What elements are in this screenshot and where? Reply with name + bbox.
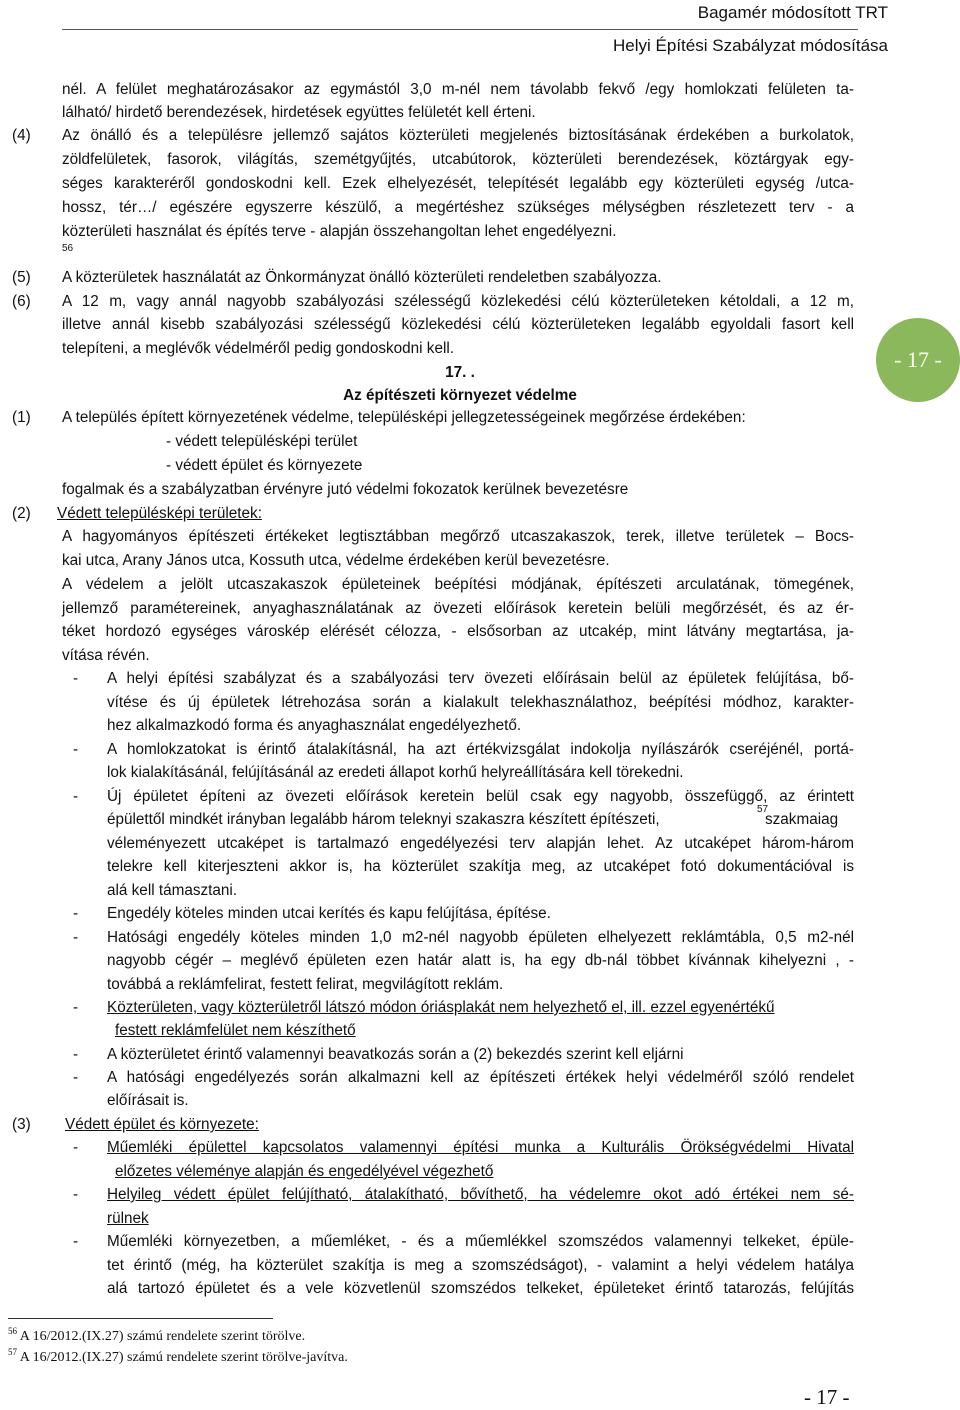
text-line: - védett épület és környezete (166, 457, 363, 474)
paragraph-number: (5) (12, 269, 31, 286)
section-title: Az építészeti környezet védelme (343, 387, 577, 404)
text-line: Műemléki környezetben, a műemléket, - és a műemlékkel szomszédos valamennyi telkeket, épüle- (107, 1233, 854, 1250)
header-rule (62, 29, 858, 30)
list-dash: - (73, 1069, 79, 1086)
text-line: fogalmak és a szabályzatban érvényre jutó védelmi fokozatok kerülnek bevezetésre (62, 481, 629, 498)
header-title: Bagamér módosított TRT (697, 3, 888, 22)
text-line: telekre kell kiterjeszteni akkor is, ha közterület szakítja meg, az utcaképet fotó dokumentációval is (107, 858, 854, 875)
text-line: A védelem a jelölt utcaszakaszok épületeinek beépítési módjának, építészeti arculatának, tömegének, (62, 576, 854, 593)
side-page-badge: - 17 - (876, 318, 960, 402)
text-line: festett reklámfelület nem készíthető (115, 1022, 356, 1039)
page-number: - 17 - (804, 1385, 850, 1409)
text-line: Védett településképi területek: (57, 505, 262, 522)
text-line: előírásait is. (107, 1092, 189, 1109)
list-dash: - (73, 905, 79, 922)
paragraph-number: (1) (12, 409, 31, 426)
text-line: lálható/ hirdető berendezések, hirdetések együttes felületét kell érteni. (62, 104, 536, 121)
text-line: vítése és új épületek létrehozása során a kialakult telekhasználathoz, beépítési módhoz, karakter- (107, 694, 854, 711)
text-line: zöldfelületek, fasorok, világítás, szemétgyűjtés, utcabútorok, közterületi berendezések, köztárgyak egy- (62, 151, 854, 168)
text-line: hez alkalmazkodó forma és anyaghasználat engedélyezhető. (107, 717, 522, 734)
text-line: A település épített környezetének védelme, településképi jellegzetességeinek megőrzése érdekében: (62, 409, 746, 426)
text-line: nagyobb cégér – meglévő épületen ezen határ alatt is, ha egy db-nál többet kívánnak kihelyezni , - (107, 952, 854, 969)
text-line: alá kell támasztani. (107, 882, 238, 899)
text-line: telepíteni, a meglévők védelméről pedig gondoskodni kell. (62, 340, 455, 357)
paragraph-number: (2) (12, 505, 31, 522)
footnote-mark: 56 (62, 243, 74, 254)
list-dash: - (73, 1139, 79, 1156)
footnote-rule (8, 1318, 273, 1319)
text-line: épülettől mindkét irányban legalább három teleknyi szakaszra készített építészeti, (107, 811, 660, 828)
text-line: szakmaiag (765, 811, 839, 828)
text-line: Közterületen, vagy közterületről látszó módon óriásplakát nem helyezhető el, ill. ezzel egyenértékű (107, 999, 775, 1016)
text-line: lok kialakításánál, felújításánál az eredeti állapot korhű helyreállítására kell törekedni. (107, 764, 684, 781)
text-line: tet érintő (még, ha közterület szakítja is meg a szomszédságot), - valamint a helyi védelem hatálya (107, 1257, 854, 1274)
text-line: Az önálló és a településre jellemző sajátos közterületi megjelenés biztosításának érdekében a burkolatok, (62, 127, 854, 144)
text-line: továbbá a reklámfelirat, festett felirat, megvilágított reklám. (107, 976, 504, 993)
text-line: Hatósági engedély köteles minden 1,0 m2-nél nagyobb épületen elhelyezett reklámtábla, 0,5 m2-nél (107, 929, 854, 946)
section-number: 17. . (445, 364, 475, 381)
list-dash: - (73, 999, 79, 1016)
text-line: A 12 m, vagy annál nagyobb szabályozási szélességű közlekedési célú közterületeken kétoldali, a 12 m, (62, 293, 854, 310)
header-subtitle: Helyi Építési Szabályzat módosítása (613, 36, 888, 55)
text-line: véleményezett utcaképet is tartalmazó engedélyezési terv alapján lehet. Az utcaképet három-három (107, 835, 854, 852)
text-line: hossz, tér…/ egészére egyszerre készülő, a megértéshez szükséges mélységben részletezett terv - a (62, 199, 854, 216)
paragraph-number: (3) (12, 1116, 31, 1133)
text-line: Helyileg védett épület felújítható, átalakítható, bővíthető, ha védelemre okot adó értékei nem sé- (107, 1186, 854, 1203)
list-dash: - (73, 1186, 79, 1203)
text-line: Műemléki épülettel kapcsolatos valamennyi építési munka a Kulturális Örökségvédelmi Hivatal (107, 1139, 854, 1156)
text-line: - védett településképi terület (166, 433, 358, 450)
text-line: jellemző paramétereinek, anyaghasználatának az övezeti előírások keretein belüli megőrzését, és az ér- (62, 600, 854, 617)
list-dash: - (73, 1233, 79, 1250)
text-line: A homlokzatokat is érintő átalakításnál, ha azt értékvizsgálat indokolja nyílászárók cseréjénél, portá- (107, 741, 854, 758)
paragraph-number: (6) (12, 293, 31, 310)
text-line: Engedély köteles minden utcai kerítés és kapu felújítása, építése. (107, 905, 551, 922)
text-line: A hagyományos építészeti értékeket legtisztábban megőrző utcaszakaszok, terek, illetve területek – Bocs- (62, 528, 854, 545)
text-line: rülnek (107, 1210, 149, 1227)
list-dash: - (73, 929, 79, 946)
list-dash: - (73, 670, 79, 687)
text-line: Új épületet építeni az övezeti előírások keretein belül csak egy nagyobb, összefüggő, az érintett (107, 788, 854, 805)
text-line: vítása révén. (62, 647, 150, 664)
list-dash: - (73, 741, 79, 758)
list-dash: - (73, 1046, 79, 1063)
footnote-mark: 57 (757, 804, 769, 815)
text-line: illetve annál kisebb szabályozási szélességű közlekedési célú közterületeken legalább egyoldali fasort kell (62, 316, 854, 333)
text-line: téket hordozó egységes városkép elérését célozza, - elsősorban az utcakép, mint látvány megtartása, ja- (62, 623, 854, 640)
text-line: előzetes véleménye alapján és engedélyével végezhető (115, 1163, 494, 1180)
text-line: közterületi használat és építés terve - alapján összehangoltan lehet engedélyezni. (62, 223, 617, 240)
text-line: A közterületek használatát az Önkormányzat önálló közterületi rendeletben szabályozza. (62, 269, 662, 286)
footnote-56: $^{56}$ A 16/2012.(IX.27) számú rendelete szerint törölve. (8, 1326, 306, 1344)
paragraph-number: (4) (12, 127, 31, 144)
footnote-57: $^{57}$ A 16/2012.(IX.27) számú rendelete szerint törölve-javítva. (8, 1347, 348, 1365)
list-dash: - (73, 788, 79, 805)
text-line: A hatósági engedélyezés során alkalmazni kell az építészeti értékek helyi védelméről szóló rendelet (107, 1069, 854, 1086)
text-line: A közterületet érintő valamennyi beavatkozás során a (2) bekezdés szerint kell eljárni (107, 1046, 684, 1063)
text-line: Védett épület és környezete: (65, 1116, 259, 1133)
text-line: alá tartozó épületet és a vele közvetlenül szomszédos telkeket, épületeket érintő tatarozás, felújítás (107, 1280, 854, 1297)
text-line: nél. A felület meghatározásakor az egymástól 3,0 m-nél nem távolabb fekvő /egy homlokzati felületen ta- (62, 81, 854, 98)
text-line: A helyi építési szabályzat és a szabályozási terv övezeti előírásain belül az épületek felújítása, bő- (107, 670, 854, 687)
text-line: séges karakteréről gondoskodni kell. Ezek elhelyezését, telepítését legalább egy közterületi egység /utca- (62, 175, 854, 192)
text-line: kai utca, Arany János utca, Kossuth utca, védelme érdekében kerül bevezetésre. (62, 552, 610, 569)
